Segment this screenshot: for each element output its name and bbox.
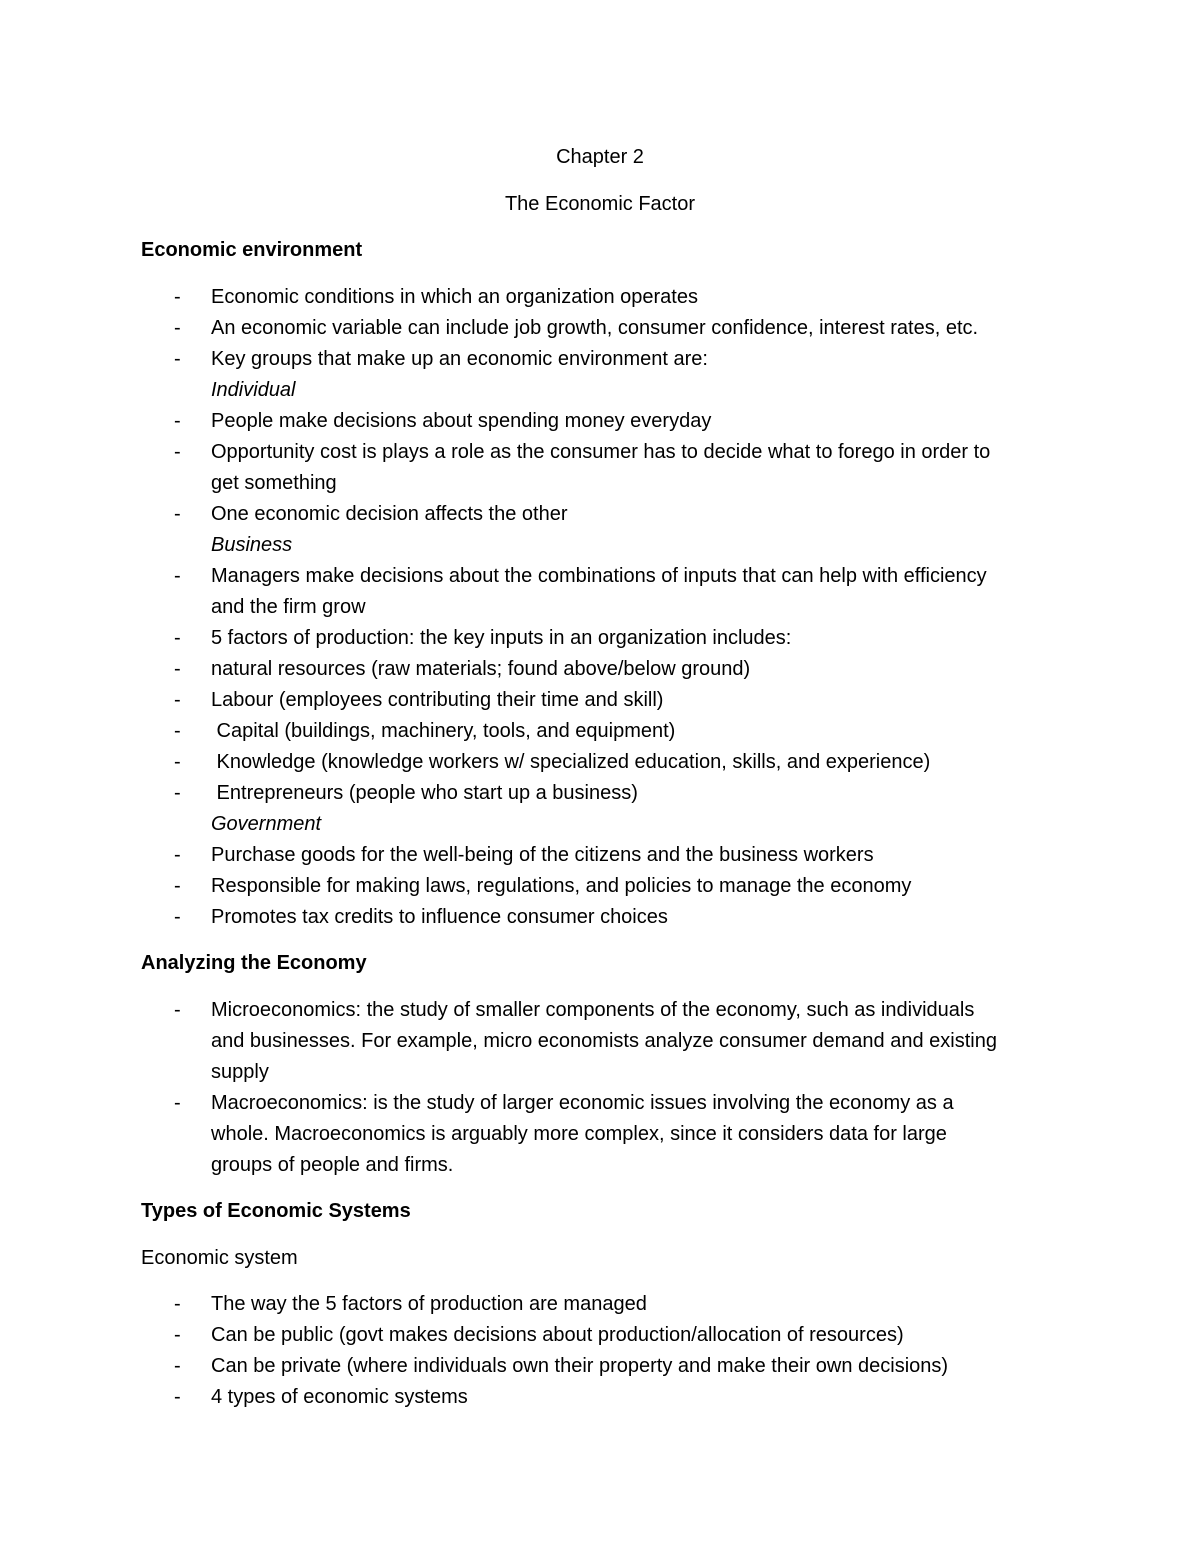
list-item: Opportunity cost is plays a role as the consumer has to decide what to forego in order to (211, 441, 991, 463)
list-bullet: - (174, 441, 181, 463)
list-bullet: - (174, 875, 181, 897)
subheading-economic-system: Economic system (141, 1247, 298, 1269)
list-item: People make decisions about spending money everyday (211, 410, 712, 432)
list-item: Managers make decisions about the combinations of inputs that can help with efficiency (211, 565, 987, 587)
list-item: Economic conditions in which an organization operates (211, 286, 698, 308)
list-item: natural resources (raw materials; found above/below ground) (211, 658, 751, 680)
list-item: Key groups that make up an economic environment are: (211, 348, 708, 370)
list-item-continuation: and businesses. For example, micro economists analyze consumer demand and existing (211, 1030, 997, 1052)
list-bullet: - (174, 844, 181, 866)
list-bullet: - (174, 658, 181, 680)
list-item: Responsible for making laws, regulations, and policies to manage the economy (211, 875, 912, 897)
list-bullet: - (174, 503, 181, 525)
section-heading-analyzing-economy: Analyzing the Economy (141, 952, 367, 974)
list-item: 4 types of economic systems (211, 1386, 468, 1408)
list-bullet: - (174, 1293, 181, 1315)
list-bullet: - (174, 689, 181, 711)
list-bullet: - (174, 1092, 181, 1114)
list-item-continuation: get something (211, 472, 337, 494)
list-item: Labour (employees contributing their time and skill) (211, 689, 664, 711)
list-bullet: - (174, 1386, 181, 1408)
list-bullet: - (174, 1324, 181, 1346)
list-bullet: - (174, 348, 181, 370)
list-item-continuation: whole. Macroeconomics is arguably more complex, since it considers data for large (211, 1123, 947, 1145)
list-item: Entrepreneurs (people who start up a business) (211, 782, 638, 804)
list-bullet: - (174, 782, 181, 804)
list-bullet: - (174, 317, 181, 339)
list-item: Capital (buildings, machinery, tools, and equipment) (211, 720, 676, 742)
section-heading-economic-environment: Economic environment (141, 239, 363, 261)
subgroup-label-government: Government (211, 813, 322, 835)
list-item-continuation: and the firm grow (211, 596, 366, 618)
list-item: Knowledge (knowledge workers w/ specialized education, skills, and experience) (211, 751, 931, 773)
list-bullet: - (174, 999, 181, 1021)
list-item: Promotes tax credits to influence consumer choices (211, 906, 668, 928)
list-item-continuation: supply (211, 1061, 269, 1083)
list-bullet: - (174, 906, 181, 928)
list-bullet: - (174, 751, 181, 773)
chapter-title: The Economic Factor (504, 193, 696, 215)
list-bullet: - (174, 720, 181, 742)
list-item: 5 factors of production: the key inputs in an organization includes: (211, 627, 792, 649)
list-bullet: - (174, 627, 181, 649)
list-bullet: - (174, 410, 181, 432)
list-item: Can be private (where individuals own their property and make their own decisions) (211, 1355, 949, 1377)
list-item: An economic variable can include job growth, consumer confidence, interest rates, etc. (211, 317, 979, 339)
list-bullet: - (174, 565, 181, 587)
list-item: Microeconomics: the study of smaller components of the economy, such as individuals (211, 999, 975, 1021)
list-bullet: - (174, 286, 181, 308)
subgroup-label-individual: Individual (211, 379, 296, 401)
list-item: Macroeconomics: is the study of larger economic issues involving the economy as a (211, 1092, 954, 1114)
subgroup-label-business: Business (211, 534, 293, 556)
list-bullet: - (174, 1355, 181, 1377)
chapter-number: Chapter 2 (556, 146, 644, 168)
list-item: Can be public (govt makes decisions about production/allocation of resources) (211, 1324, 904, 1346)
list-item: The way the 5 factors of production are managed (211, 1293, 647, 1315)
list-item: Purchase goods for the well-being of the citizens and the business workers (211, 844, 874, 866)
section-heading-economic-systems: Types of Economic Systems (141, 1200, 411, 1222)
list-item: One economic decision affects the other (211, 503, 568, 525)
list-item-continuation: groups of people and firms. (211, 1154, 454, 1176)
